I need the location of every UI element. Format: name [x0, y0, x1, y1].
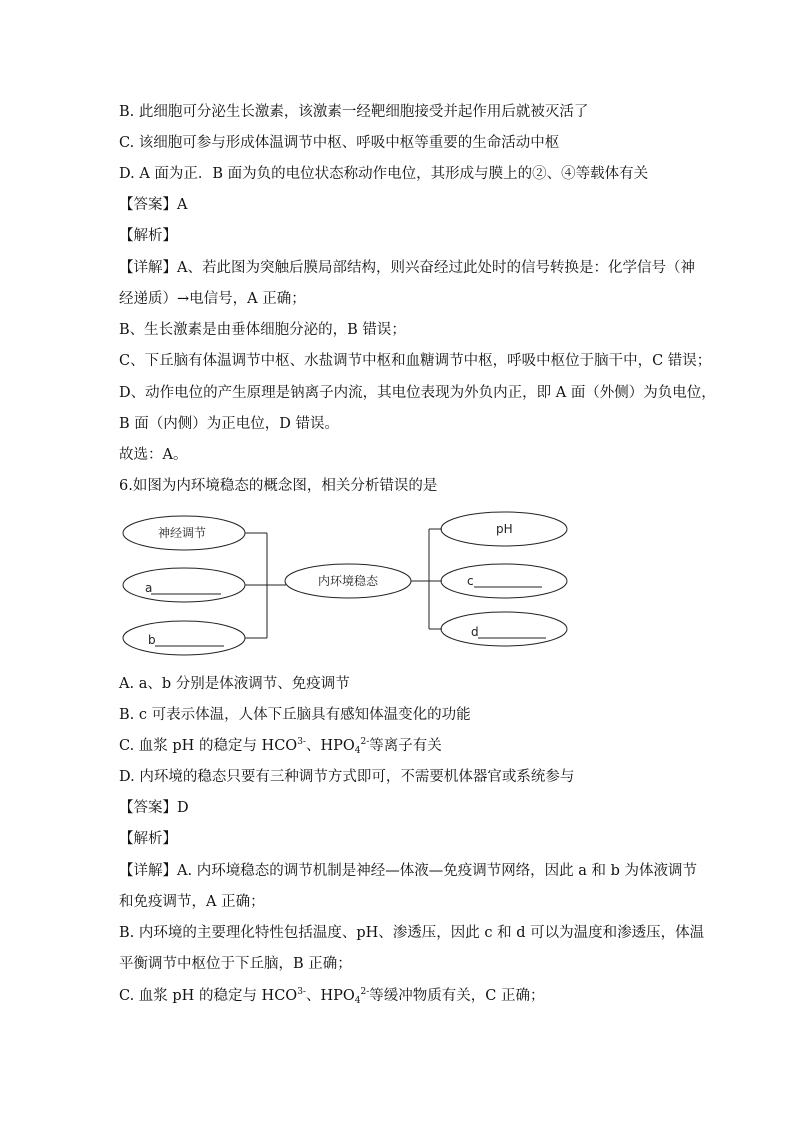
q5-answer: 【答案】A: [119, 197, 188, 213]
homeostasis-concept-diagram: [118, 508, 678, 668]
homeostasis-center-label: 内环境稳态: [318, 574, 379, 588]
node-c: [441, 564, 567, 598]
nerve-regulation-label: 神经调节: [158, 526, 207, 540]
node-b: [123, 621, 245, 655]
q6-detail-line: C. 血浆 pH 的稳定与 $HCO^{3-}$、$HPO_4^{2-}$等缓冲物质有关，C 正确；: [119, 987, 545, 1006]
q5-detail-line: D、动作电位的产生原理是钠离子内流，其电位表现为外负内正，即 A 面（外侧）为负电位，: [119, 385, 716, 401]
q5-detail-line: B 面（内侧）为正电位，D 错误。: [119, 416, 339, 432]
q5-analysis-heading: 【解析】: [119, 228, 177, 244]
q6-option-b: B. c 可表示体温，人体下丘脑具有感知体温变化的功能: [119, 707, 471, 723]
node-d: [441, 612, 567, 646]
q5-detail-line: 经递质）→电信号，A 正确；: [119, 291, 306, 307]
q6-detail-line: 和免疫调节，A 正确；: [119, 894, 265, 910]
q6-option-c: C. 血浆 pH 的稳定与 $HCO^{3-}$、$HPO_4^{2-}$等离子有关: [119, 737, 442, 756]
node-d-label: d: [471, 625, 479, 639]
node-c-label: c: [467, 574, 474, 588]
q6-option-a: A. a、b 分别是体液调节、免疫调节: [119, 676, 350, 692]
q6-option-d: D. 内环境的稳态只要有三种调节方式即可，不需要机体器官或系统参与: [119, 769, 575, 785]
q6-detail-line: B. 内环境的主要理化特性包括温度、pH、渗透压，因此 c 和 d 可以为温度和渗透压，体温: [119, 925, 705, 941]
q6-detail-line: 【详解】A. 内环境稳态的调节机制是神经—体液—免疫调节网络，因此 a 和 b 为体液调节: [119, 863, 698, 879]
node-a: [123, 568, 245, 602]
node-a-label: a: [145, 581, 153, 595]
q5-detail-line: C、下丘脑有体温调节中枢、水盐调节中枢和血糖调节中枢，呼吸中枢位于脑干中，C 错误；: [119, 353, 712, 369]
q5-option-c: C. 该细胞可参与形成体温调节中枢、呼吸中枢等重要的生命活动中枢: [119, 135, 560, 151]
q6-analysis-heading: 【解析】: [119, 831, 177, 847]
q6-stem: 6.如图为内环境稳态的概念图，相关分析错误的是: [119, 478, 438, 494]
ph-label: pH: [496, 522, 513, 536]
q5-detail-line: B、生长激素是由垂体细胞分泌的，B 错误；: [119, 322, 406, 338]
q5-conclusion: 故选：A。: [119, 447, 188, 463]
q6-answer: 【答案】D: [119, 800, 189, 816]
q5-option-d: D. A 面为正．B 面为负的电位状态称动作电位，其形成与膜上的②、④等载体有关: [119, 166, 649, 182]
q5-detail-line: 【详解】A、若此图为突触后膜局部结构，则兴奋经过此处时的信号转换是：化学信号（神: [119, 260, 695, 276]
node-b-label: b: [148, 633, 156, 647]
q5-option-b: B. 此细胞可分泌生长激素，该激素一经靶细胞接受并起作用后就被灭活了: [119, 104, 589, 120]
q6-detail-line: 平衡调节中枢位于下丘脑，B 正确；: [119, 956, 352, 972]
